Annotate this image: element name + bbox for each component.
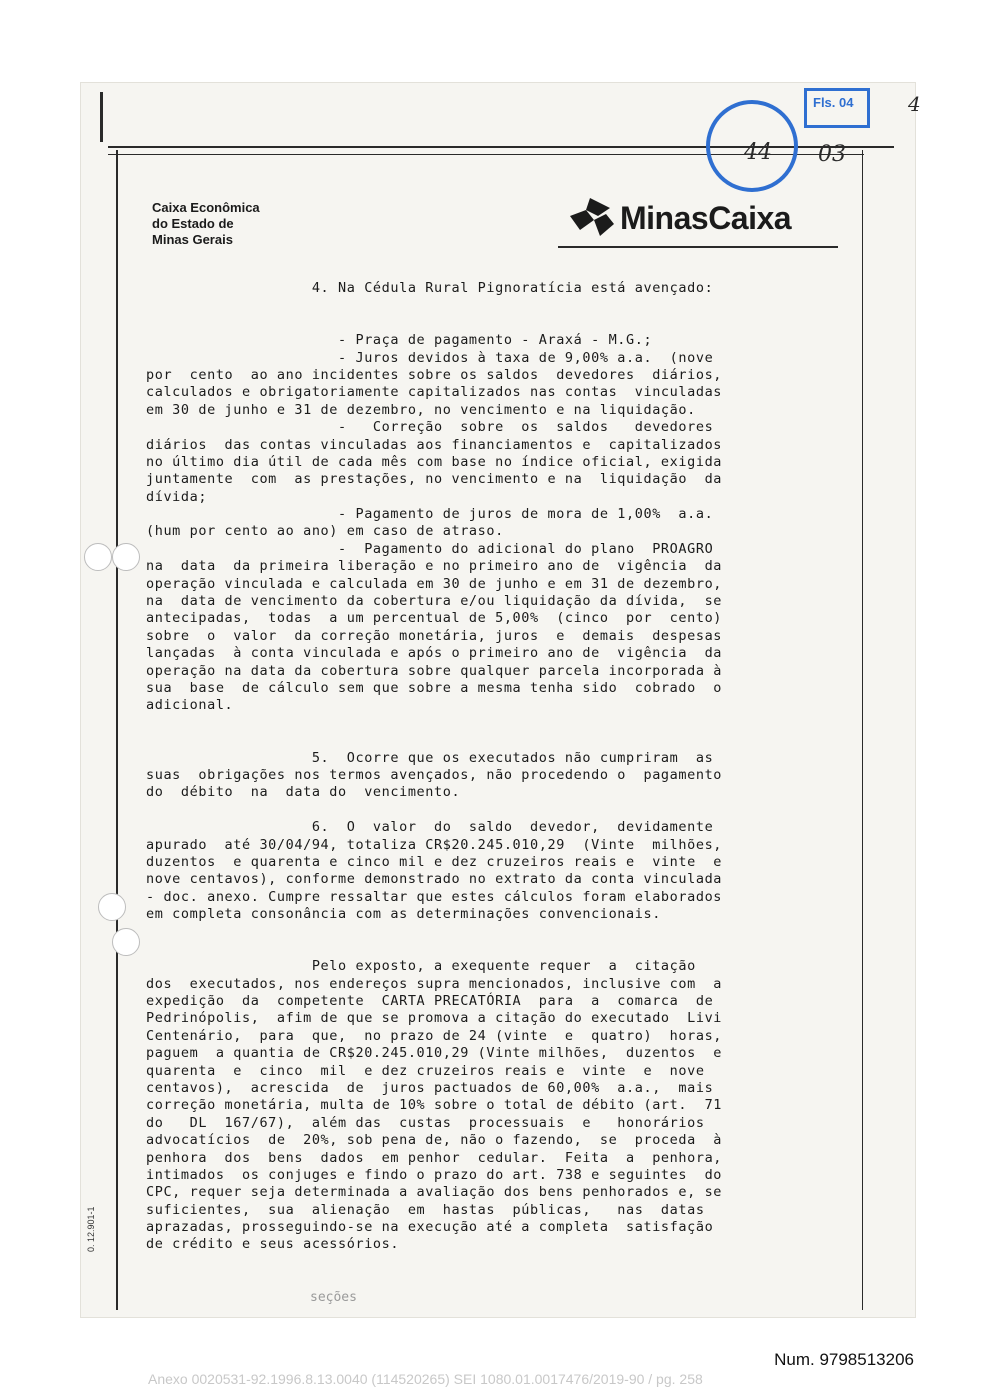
body-text-line (146, 941, 866, 958)
body-text-line: no último dia útil de cada mês com base no índice oficial, exigida (146, 453, 723, 470)
body-text-line: 5. Ocorre que os executados não cumpriram as (146, 749, 714, 766)
body-text-line: apurado até 30/04/94, totaliza CR$20.245.010,29 (Vinte milhões, (146, 836, 723, 853)
body-text-line: centavos), acrescida de juros pactuados de 60,00% a.a., mais (146, 1079, 714, 1096)
bank-name (152, 200, 302, 248)
body-text-line: na data de vencimento da cobertura e/ou liquidação da dívida, se (146, 593, 723, 610)
body-text-line: Pelo exposto, a exequente requer a citação (146, 958, 696, 975)
body-text-line: sobre o valor da correção monetária, juros e demais despesas (146, 627, 723, 644)
body-text-line: lançadas à conta vinculada e após o primeiro ano de vigência da (146, 645, 723, 662)
body-text-line: (hum por cento ao ano) em caso de atraso. (146, 523, 504, 540)
body-text-line: - doc. anexo. Cumpre ressaltar que estes cálculos foram elaborados (146, 888, 723, 905)
body-text-line: do débito na data do vencimento. (146, 784, 461, 801)
body-text-line: correção monetária, multa de 10% sobre o total de débito (art. 71 (146, 1097, 723, 1114)
bank-name-line-2: do Estado de (152, 216, 234, 231)
body-text-line: diários das contas vinculadas aos financiamentos e capitalizados (146, 436, 723, 453)
body-text-line: Centenário, para que, no prazo de 24 (vinte e quatro) horas, (146, 1027, 723, 1044)
body-text-line: 4. Na Cédula Rural Pignoratícia está avençado: (146, 280, 714, 296)
body-text-line: intimados os conjuges e findo o prazo do art. 738 e seguintes do (146, 1166, 723, 1183)
body-text-line: de crédito e seus acessórios. (146, 1236, 400, 1253)
punch-hole (84, 543, 112, 571)
body-text-line: aprazadas, prosseguindo-se na execução até a completa satisfação (146, 1219, 714, 1236)
body-text-line: advocatícios de 20%, sob pena de, não o fazendo, se proceda à (146, 1132, 723, 1149)
body-text-line: operação na data da cobertura sobre qualquer parcela incorporada à (146, 662, 723, 679)
body-text-line (146, 802, 866, 819)
body-text-line: penhora dos bens dados em penhor cedular. Feita a penhora, (146, 1149, 723, 1166)
top-left-corner (100, 92, 103, 142)
body-text-line: - Juros devidos à taxa de 9,00% a.a. (nove (146, 349, 714, 366)
left-frame-line (116, 150, 118, 1310)
bank-name-line-1: Caixa Econômica (152, 200, 260, 215)
minascaixa-logo-text: MinasCaixa (620, 200, 792, 236)
body-text-line: expedição da competente CARTA PRECATÓRIA para a comarca de (146, 993, 714, 1010)
stray-stamp-text: seções (310, 1290, 357, 1305)
body-text-line: - Correção sobre os saldos devedores (146, 419, 714, 436)
body-text-line: 6. O valor do saldo devedor, devidamente (146, 819, 714, 836)
body-text-line: CPC, requer seja determinada a avaliação dos bens penhorados e, se (146, 1184, 723, 1201)
body-text-line: - Pagamento de juros de mora de 1,00% a.a. (146, 506, 714, 523)
punch-hole (98, 893, 126, 921)
body-text-line (146, 297, 866, 314)
body-text-line: suas obrigações nos termos avençados, não procedendo o pagamento (146, 766, 723, 783)
handwritten-number-top: 4 (908, 92, 921, 116)
body-text-line: do DL 167/67), além das custas processuais e honorários (146, 1114, 705, 1131)
page-stamp: Fls. 04 (804, 88, 870, 128)
body-text-line: paguem a quantia de CR$20.245.010,29 (Vinte milhões, duzentos e (146, 1045, 723, 1062)
minascaixa-logo-icon (568, 196, 616, 238)
body-text-line: suficientes, sua alienação em hastas públicas, nas datas (146, 1201, 705, 1218)
handwritten-number-right: 03 (818, 142, 846, 167)
form-code: 0. 12.901-1 (86, 1206, 96, 1252)
body-text-line: Pedrinópolis, afim de que se promova a citação do executado Livi (146, 1010, 723, 1027)
body-text-line: juntamente com as prestações, no vencimento e na liquidação da (146, 471, 723, 488)
body-text-line: antecipadas, todas a um percentual de 5,00% (cinco por cento) (146, 610, 723, 627)
body-text-line: sua base de cálculo sem que sobre a mesma tenha sido cobrado o (146, 679, 723, 696)
footer-reference: Anexo 0020531-92.1996.8.13.0040 (114520265) SEI 1080.01.0017476/2019-90 / pg. 258 (148, 1371, 703, 1387)
body-text-line: quarenta e cinco mil e dez cruzeiros reais e vinte e nove (146, 1062, 705, 1079)
body-text-line: adicional. (146, 697, 234, 714)
document-number: Num. 9798513206 (774, 1350, 914, 1369)
body-text-line: na data da primeira liberação e no primeiro ano de vigência da (146, 558, 723, 575)
body-text-line: operação vinculada e calculada em 30 de junho e em 31 de dezembro, (146, 575, 723, 592)
body-text-line: nove centavos), conforme demonstrado no extrato da conta vinculada (146, 871, 723, 888)
body-text-line: por cento ao ano incidentes sobre os saldos devedores diários, (146, 366, 723, 383)
document-body (146, 280, 866, 1254)
letterhead-rule (558, 246, 838, 248)
body-text-line: em completa consonância com as determinações convencionais. (146, 906, 661, 923)
body-text-line: duzentos e quarenta e cinco mil e dez cruzeiros reais e vinte e (146, 853, 723, 870)
bank-name-line-3: Minas Gerais (152, 232, 233, 247)
body-text-line (146, 923, 866, 940)
body-text-line: dos executados, nos endereços supra mencionados, inclusive com a (146, 975, 723, 992)
body-text-line (146, 732, 866, 749)
body-text-line: em 30 de junho e 31 de dezembro, no vencimento e na liquidação. (146, 401, 696, 418)
punch-hole (112, 543, 140, 571)
punch-hole (112, 928, 140, 956)
body-text-line: - Praça de pagamento - Araxá - M.G.; (146, 332, 653, 349)
body-text-line: calculados e obrigatoriamente capitalizados nas contas vinculadas (146, 384, 723, 401)
body-text-line (146, 315, 866, 332)
body-text-line: - Pagamento do adicional do plano PROAGRO (146, 540, 714, 557)
body-text-line: dívida; (146, 488, 208, 505)
body-text-line (146, 715, 866, 732)
handwritten-number-mid: 44 (744, 140, 772, 165)
